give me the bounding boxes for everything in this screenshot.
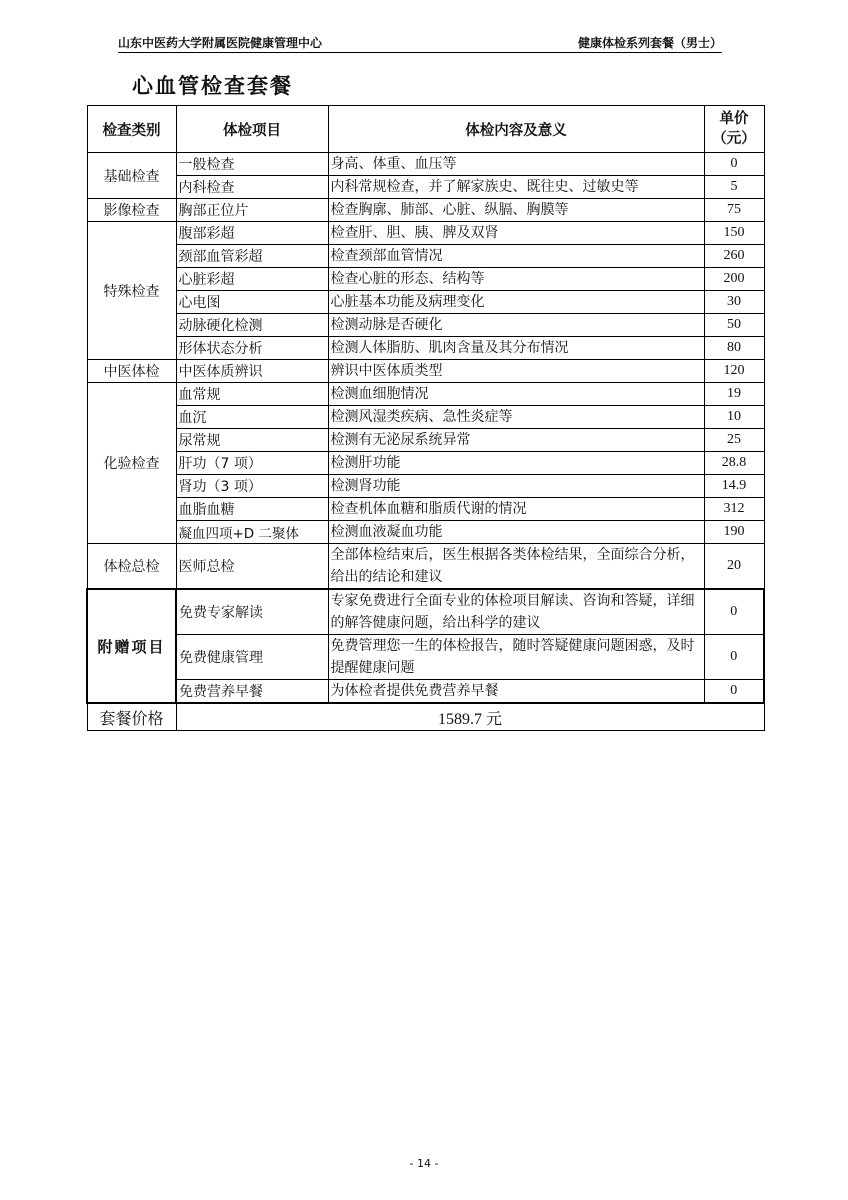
price-cell: 200 [704, 268, 764, 291]
desc-cell: 检测有无泌尿系统异常 [328, 429, 704, 452]
category-cell: 体检总检 [87, 544, 176, 590]
item-cell: 医师总检 [176, 544, 328, 590]
price-cell: 5 [704, 176, 764, 199]
table-row [87, 452, 764, 475]
price-cell: 75 [704, 199, 764, 222]
desc-cell: 检查机体血糖和脂质代谢的情况 [328, 498, 704, 521]
price-cell: 30 [704, 291, 764, 314]
desc-cell: 检查肝、胆、胰、脾及双肾 [328, 222, 704, 245]
category-cell: 影像检查 [87, 199, 176, 222]
desc-cell: 检查颈部血管情况 [328, 245, 704, 268]
desc-cell: 身高、体重、血压等 [328, 153, 704, 176]
item-cell: 动脉硬化检测 [176, 314, 328, 337]
table-row [87, 521, 764, 544]
category-cell: 化验检查 [87, 383, 176, 544]
table-row [87, 498, 764, 521]
desc-cell: 专家免费进行全面专业的体检项目解读、咨询和答疑，详细的解答健康问题，给出科学的建议 [328, 589, 704, 635]
item-cell: 血常规 [176, 383, 328, 406]
table-row [87, 406, 764, 429]
header-right: 健康体检系列套餐（男士） [577, 36, 722, 50]
desc-cell: 免费管理您一生的体检报告，随时答疑健康问题困惑，及时提醒健康问题 [328, 635, 704, 680]
price-cell: 0 [704, 635, 764, 680]
desc-cell: 检测肾功能 [328, 475, 704, 498]
price-cell: 50 [704, 314, 764, 337]
item-cell: 腹部彩超 [176, 222, 328, 245]
price-cell: 150 [704, 222, 764, 245]
price-cell: 120 [704, 360, 764, 383]
price-cell: 25 [704, 429, 764, 452]
desc-cell: 为体检者提供免费营养早餐 [328, 680, 704, 704]
price-cell: 80 [704, 337, 764, 360]
item-cell: 心电图 [176, 291, 328, 314]
table-row [87, 360, 764, 383]
item-cell: 中医体质辨识 [176, 360, 328, 383]
desc-cell: 检测动脉是否硬化 [328, 314, 704, 337]
price-cell: 19 [704, 383, 764, 406]
table-row [87, 314, 764, 337]
table-row [87, 337, 764, 360]
header-divider [118, 52, 722, 53]
table-row [87, 291, 764, 314]
total-row [87, 703, 764, 731]
header-left: 山东中医药大学附属医院健康管理中心 [118, 36, 323, 50]
item-cell: 血沉 [176, 406, 328, 429]
price-cell: 0 [704, 153, 764, 176]
total-label: 套餐价格 [87, 703, 176, 731]
table-row [87, 544, 764, 590]
bonus-row [87, 635, 764, 680]
category-cell: 基础检查 [87, 153, 176, 199]
bonus-row [87, 680, 764, 704]
bonus-category-cell: 附赠项目 [87, 589, 176, 703]
item-cell: 免费营养早餐 [176, 680, 328, 704]
desc-cell: 检测人体脂肪、肌肉含量及其分布情况 [328, 337, 704, 360]
table-row [87, 245, 764, 268]
desc-cell: 心脏基本功能及病理变化 [328, 291, 704, 314]
item-cell: 肝功（7 项） [176, 452, 328, 475]
item-cell: 一般检查 [176, 153, 328, 176]
header-item: 体检项目 [176, 106, 328, 153]
item-cell: 凝血四项+D 二聚体 [176, 521, 328, 544]
desc-cell: 检查心脏的形态、结构等 [328, 268, 704, 291]
desc-cell: 检查胸廓、肺部、心脏、纵膈、胸膜等 [328, 199, 704, 222]
item-cell: 免费专家解读 [176, 589, 328, 635]
price-cell: 28.8 [704, 452, 764, 475]
desc-cell: 检测肝功能 [328, 452, 704, 475]
header-desc: 体检内容及意义 [328, 106, 704, 153]
price-cell: 190 [704, 521, 764, 544]
table-row [87, 268, 764, 291]
desc-cell: 全部体检结束后，医生根据各类体检结果，全面综合分析，给出的结论和建议 [328, 544, 704, 590]
header-price: 单价（元） [704, 106, 764, 153]
price-cell: 20 [704, 544, 764, 590]
item-cell: 尿常规 [176, 429, 328, 452]
table-row [87, 199, 764, 222]
item-cell: 血脂血糖 [176, 498, 328, 521]
category-cell: 中医体检 [87, 360, 176, 383]
table-row [87, 153, 764, 176]
item-cell: 心脏彩超 [176, 268, 328, 291]
table-row [87, 429, 764, 452]
page-number: - 14 - [409, 1157, 439, 1170]
price-cell: 0 [704, 589, 764, 635]
price-cell: 10 [704, 406, 764, 429]
total-value: 1589.7 元 [176, 703, 764, 731]
item-cell: 内科检查 [176, 176, 328, 199]
desc-cell: 内科常规检查，并了解家族史、既往史、过敏史等 [328, 176, 704, 199]
table-row [87, 222, 764, 245]
page-title: 心血管检查套餐 [132, 74, 293, 98]
item-cell: 胸部正位片 [176, 199, 328, 222]
desc-cell: 辨识中医体质类型 [328, 360, 704, 383]
desc-cell: 检测风湿类疾病、急性炎症等 [328, 406, 704, 429]
bonus-row [87, 589, 764, 635]
category-cell: 特殊检查 [87, 222, 176, 360]
page-header [118, 32, 722, 52]
table-row [87, 475, 764, 498]
price-cell: 0 [704, 680, 764, 704]
package-table [86, 105, 765, 731]
price-cell: 260 [704, 245, 764, 268]
desc-cell: 检测血细胞情况 [328, 383, 704, 406]
table-row [87, 383, 764, 406]
desc-cell: 检测血液凝血功能 [328, 521, 704, 544]
header-category: 检查类别 [87, 106, 176, 153]
item-cell: 免费健康管理 [176, 635, 328, 680]
table-row [87, 176, 764, 199]
price-cell: 312 [704, 498, 764, 521]
item-cell: 形体状态分析 [176, 337, 328, 360]
item-cell: 肾功（3 项） [176, 475, 328, 498]
item-cell: 颈部血管彩超 [176, 245, 328, 268]
price-cell: 14.9 [704, 475, 764, 498]
